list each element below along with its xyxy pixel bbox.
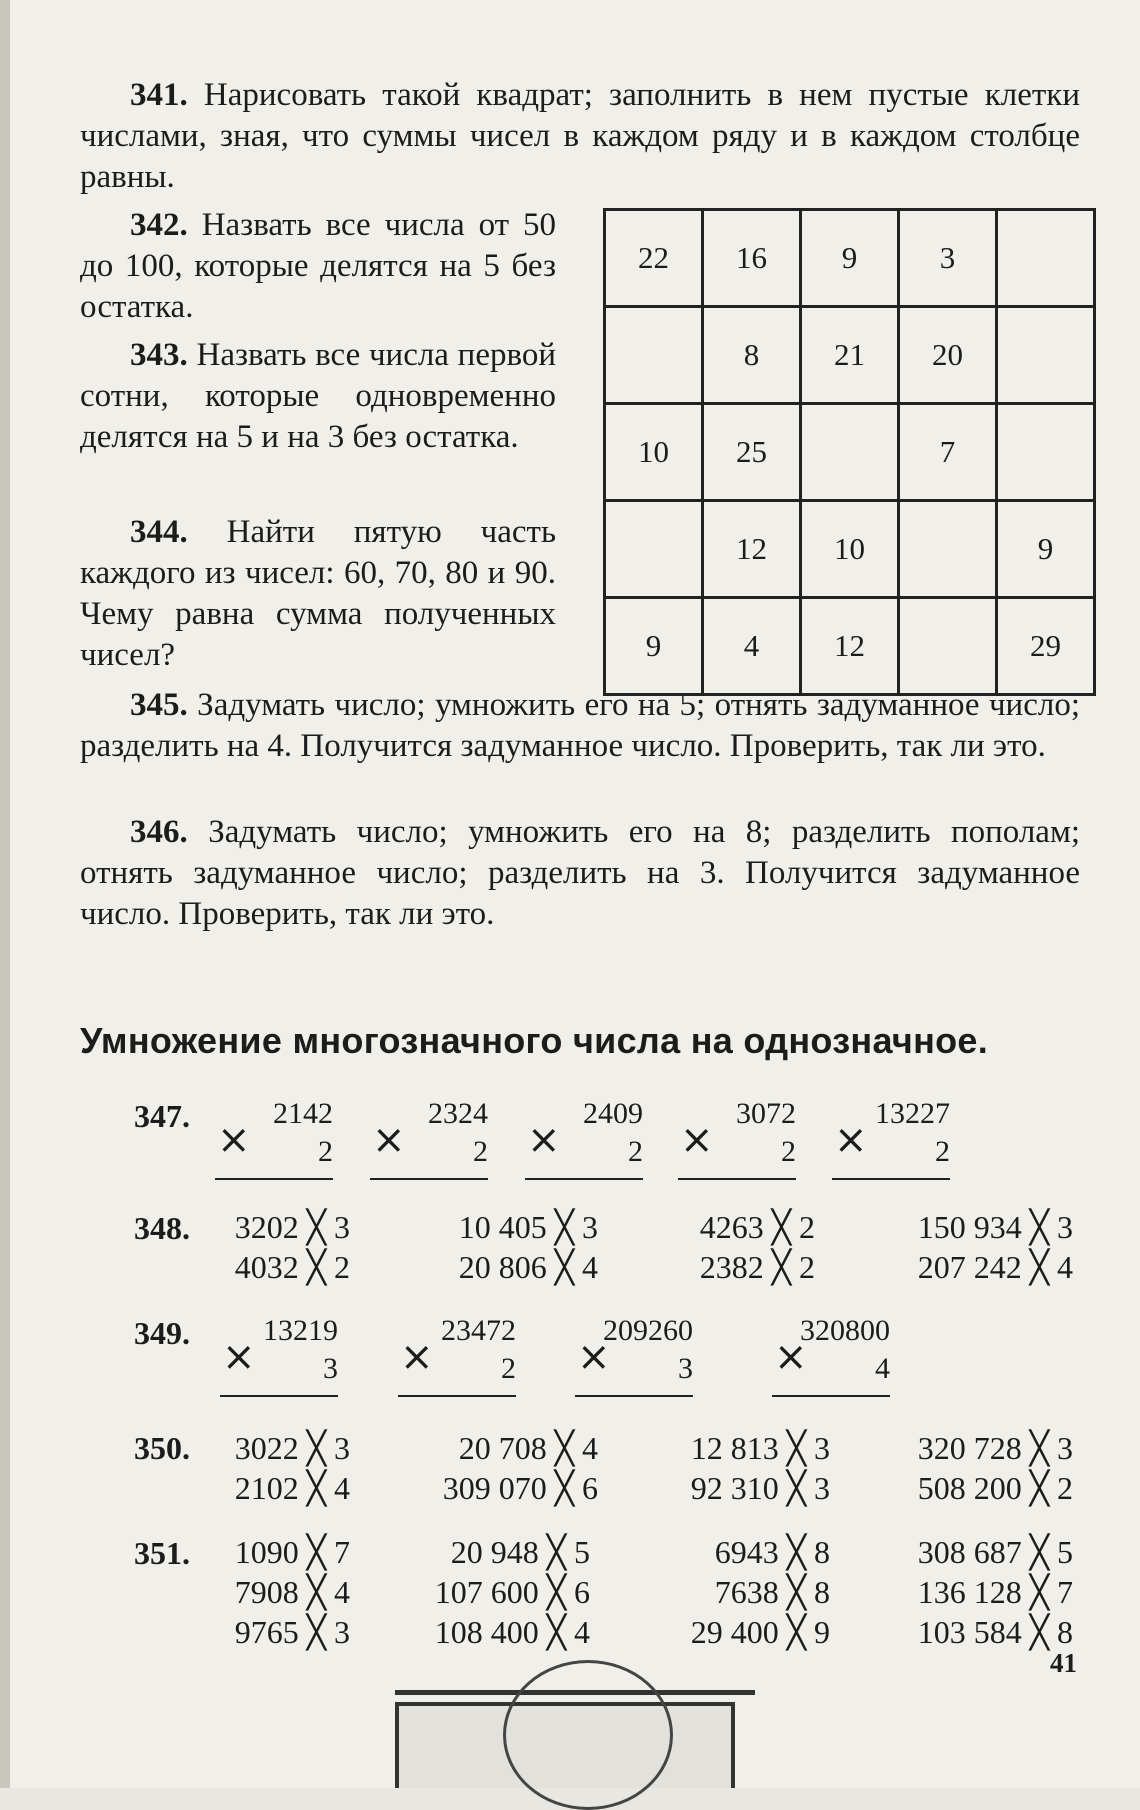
grid-cell: 3 <box>899 210 997 307</box>
exercise-number-350: 350. <box>134 1430 190 1466</box>
grid-cell: 29 <box>997 598 1095 695</box>
grid-cell: 12 <box>703 501 801 598</box>
column-multiplication <box>575 1315 693 1395</box>
grid-cell: 9 <box>997 501 1095 598</box>
exercise-number-348: 348. <box>134 1210 190 1246</box>
times-sign-icon: × <box>577 1334 611 1380</box>
multiplier: 2 <box>501 1352 516 1385</box>
problem-number: 345. <box>130 687 188 723</box>
expression: 108 400 ╳ 4 <box>434 1614 590 1650</box>
expression: 4032 ╳ 2 <box>234 1249 350 1285</box>
expression: 4263 ╳ 2 <box>699 1209 815 1245</box>
expression: 320 728 ╳ 3 <box>917 1430 1073 1466</box>
grid-cell <box>605 307 703 404</box>
grid-cell: 8 <box>703 307 801 404</box>
grid-cell: 21 <box>801 307 899 404</box>
expression: 3202 ╳ 3 <box>234 1209 350 1245</box>
times-sign-icon: × <box>222 1334 256 1380</box>
grid-cell: 25 <box>703 404 801 501</box>
expression: 107 600 ╳ 6 <box>434 1574 590 1610</box>
grid-cell <box>899 501 997 598</box>
problem-text: Задумать число; умножить его на 8; разделить пополам; отнять задуманное число; разделить на 3. Получится задуманное число. Проверить, так ли это. <box>80 814 1081 932</box>
page-number: 41 <box>1050 1648 1077 1678</box>
multiplier: 2 <box>628 1135 643 1168</box>
grid-cell <box>997 404 1095 501</box>
grid-row <box>605 307 1095 404</box>
column-multiplication <box>525 1098 643 1178</box>
problem-text: Нарисовать такой квадрат; заполнить в нем пустые клетки числами, зная, что суммы чисел в каждом ряду и в каждом столбце равны. <box>80 77 1080 195</box>
column-multiplication <box>678 1098 796 1178</box>
expression: 10 405 ╳ 3 <box>458 1209 598 1245</box>
multiplier: 2 <box>781 1135 796 1168</box>
underline <box>678 1178 796 1180</box>
underline <box>772 1395 890 1397</box>
times-sign-icon: × <box>680 1117 714 1163</box>
underline <box>398 1395 516 1397</box>
multiplier: 2 <box>935 1135 950 1168</box>
expression: 2382 ╳ 2 <box>699 1249 815 1285</box>
expression: 136 128 ╳ 7 <box>917 1574 1073 1610</box>
expression: 7908 ╳ 4 <box>234 1574 350 1610</box>
problem-text: Назвать все числа от 50 до 100, которые делятся на 5 без остатка. <box>80 207 557 325</box>
grid-cell: 10 <box>605 404 703 501</box>
expression: 309 070 ╳ 6 <box>442 1470 598 1506</box>
times-sign-icon: × <box>400 1334 434 1380</box>
expression: 508 200 ╳ 2 <box>917 1470 1073 1506</box>
column-multiplication <box>220 1315 338 1395</box>
multiplicand: 3072 <box>736 1097 796 1130</box>
problem-number: 343. <box>130 337 188 373</box>
expression: 308 687 ╳ 5 <box>917 1534 1073 1570</box>
column-multiplication <box>832 1098 950 1178</box>
underline <box>220 1395 338 1397</box>
column-multiplication <box>772 1315 890 1395</box>
times-sign-icon: × <box>527 1117 561 1163</box>
column-multiplication <box>398 1315 516 1395</box>
problem-number: 342. <box>130 207 188 243</box>
grid-cell <box>801 404 899 501</box>
problem-343 <box>80 335 556 458</box>
grid-cell <box>605 501 703 598</box>
expression: 6943 ╳ 8 <box>714 1534 830 1570</box>
expression: 20 708 ╳ 4 <box>458 1430 598 1466</box>
problem-text: Найти пятую часть каждого из чисел: 60, 70, 80 и 90. Чему равна сумма полученных чисел? <box>80 514 557 673</box>
grid-cell: 10 <box>801 501 899 598</box>
grid-cell: 16 <box>703 210 801 307</box>
multiplicand: 209260 <box>603 1314 693 1347</box>
grid-cell <box>997 210 1095 307</box>
expression: 103 584 ╳ 8 <box>917 1614 1073 1650</box>
grid-cell: 20 <box>899 307 997 404</box>
times-sign-icon: × <box>372 1117 406 1163</box>
grid-cell <box>997 307 1095 404</box>
grid-row <box>605 404 1095 501</box>
multiplicand: 13219 <box>263 1314 338 1347</box>
exercise-number-347: 347. <box>134 1098 190 1134</box>
problem-341 <box>80 75 1080 198</box>
underline <box>525 1178 643 1180</box>
column-multiplication <box>370 1098 488 1178</box>
multiplier: 2 <box>473 1135 488 1168</box>
multiplier: 4 <box>875 1352 890 1385</box>
problem-text: Назвать все числа первой сотни, которые одновременно делятся на 5 и на 3 без остатка. <box>80 337 557 455</box>
library-stamp <box>395 1690 775 1788</box>
expression: 7638 ╳ 8 <box>714 1574 830 1610</box>
problem-345 <box>80 685 1080 767</box>
problem-342 <box>80 205 556 328</box>
expression: 20 806 ╳ 4 <box>458 1249 598 1285</box>
expression: 3022 ╳ 3 <box>234 1430 350 1466</box>
grid-cell: 7 <box>899 404 997 501</box>
grid-cell: 9 <box>801 210 899 307</box>
expression: 9765 ╳ 3 <box>234 1614 350 1650</box>
grid-row <box>605 501 1095 598</box>
problem-number: 344. <box>130 514 188 550</box>
grid-cell: 12 <box>801 598 899 695</box>
underline <box>832 1178 950 1180</box>
times-sign-icon: × <box>834 1117 868 1163</box>
expression: 20 948 ╳ 5 <box>450 1534 590 1570</box>
multiplicand: 23472 <box>441 1314 516 1347</box>
column-multiplication <box>215 1098 333 1178</box>
problem-number: 346. <box>130 814 188 850</box>
grid-cell: 9 <box>605 598 703 695</box>
section-title: Умножение многозначного числа на однозначное. <box>80 1020 989 1061</box>
multiplier: 3 <box>678 1352 693 1385</box>
problem-344 <box>80 512 556 676</box>
multiplicand: 320800 <box>800 1314 890 1347</box>
expression: 207 242 ╳ 4 <box>917 1249 1073 1285</box>
times-sign-icon: × <box>217 1117 251 1163</box>
multiplier: 2 <box>318 1135 333 1168</box>
problem-text: Задумать число; умножить его на 5; отнять задуманное число; разделить на 4. Получится задуманное число. Проверить, так ли это. <box>80 687 1080 764</box>
multiplier: 3 <box>323 1352 338 1385</box>
grid-cell <box>899 598 997 695</box>
expression: 2102 ╳ 4 <box>234 1470 350 1506</box>
underline <box>370 1178 488 1180</box>
expression: 12 813 ╳ 3 <box>690 1430 830 1466</box>
multiplicand: 2142 <box>273 1097 333 1130</box>
grid-cell: 4 <box>703 598 801 695</box>
underline <box>215 1178 333 1180</box>
expression: 150 934 ╳ 3 <box>917 1209 1073 1245</box>
exercise-number-351: 351. <box>134 1535 190 1571</box>
multiplicand: 13227 <box>875 1097 950 1130</box>
multiplicand: 2409 <box>583 1097 643 1130</box>
expression: 29 400 ╳ 9 <box>690 1614 830 1650</box>
multiplicand: 2324 <box>428 1097 488 1130</box>
expression: 1090 ╳ 7 <box>234 1534 350 1570</box>
problem-346 <box>80 812 1080 935</box>
expression: 92 310 ╳ 3 <box>690 1470 830 1506</box>
grid-row <box>605 210 1095 307</box>
magic-square-grid <box>603 208 1096 696</box>
grid-row <box>605 598 1095 695</box>
exercise-number-349: 349. <box>134 1315 190 1351</box>
problem-number: 341. <box>130 77 188 113</box>
grid-cell: 22 <box>605 210 703 307</box>
times-sign-icon: × <box>774 1334 808 1380</box>
underline <box>575 1395 693 1397</box>
